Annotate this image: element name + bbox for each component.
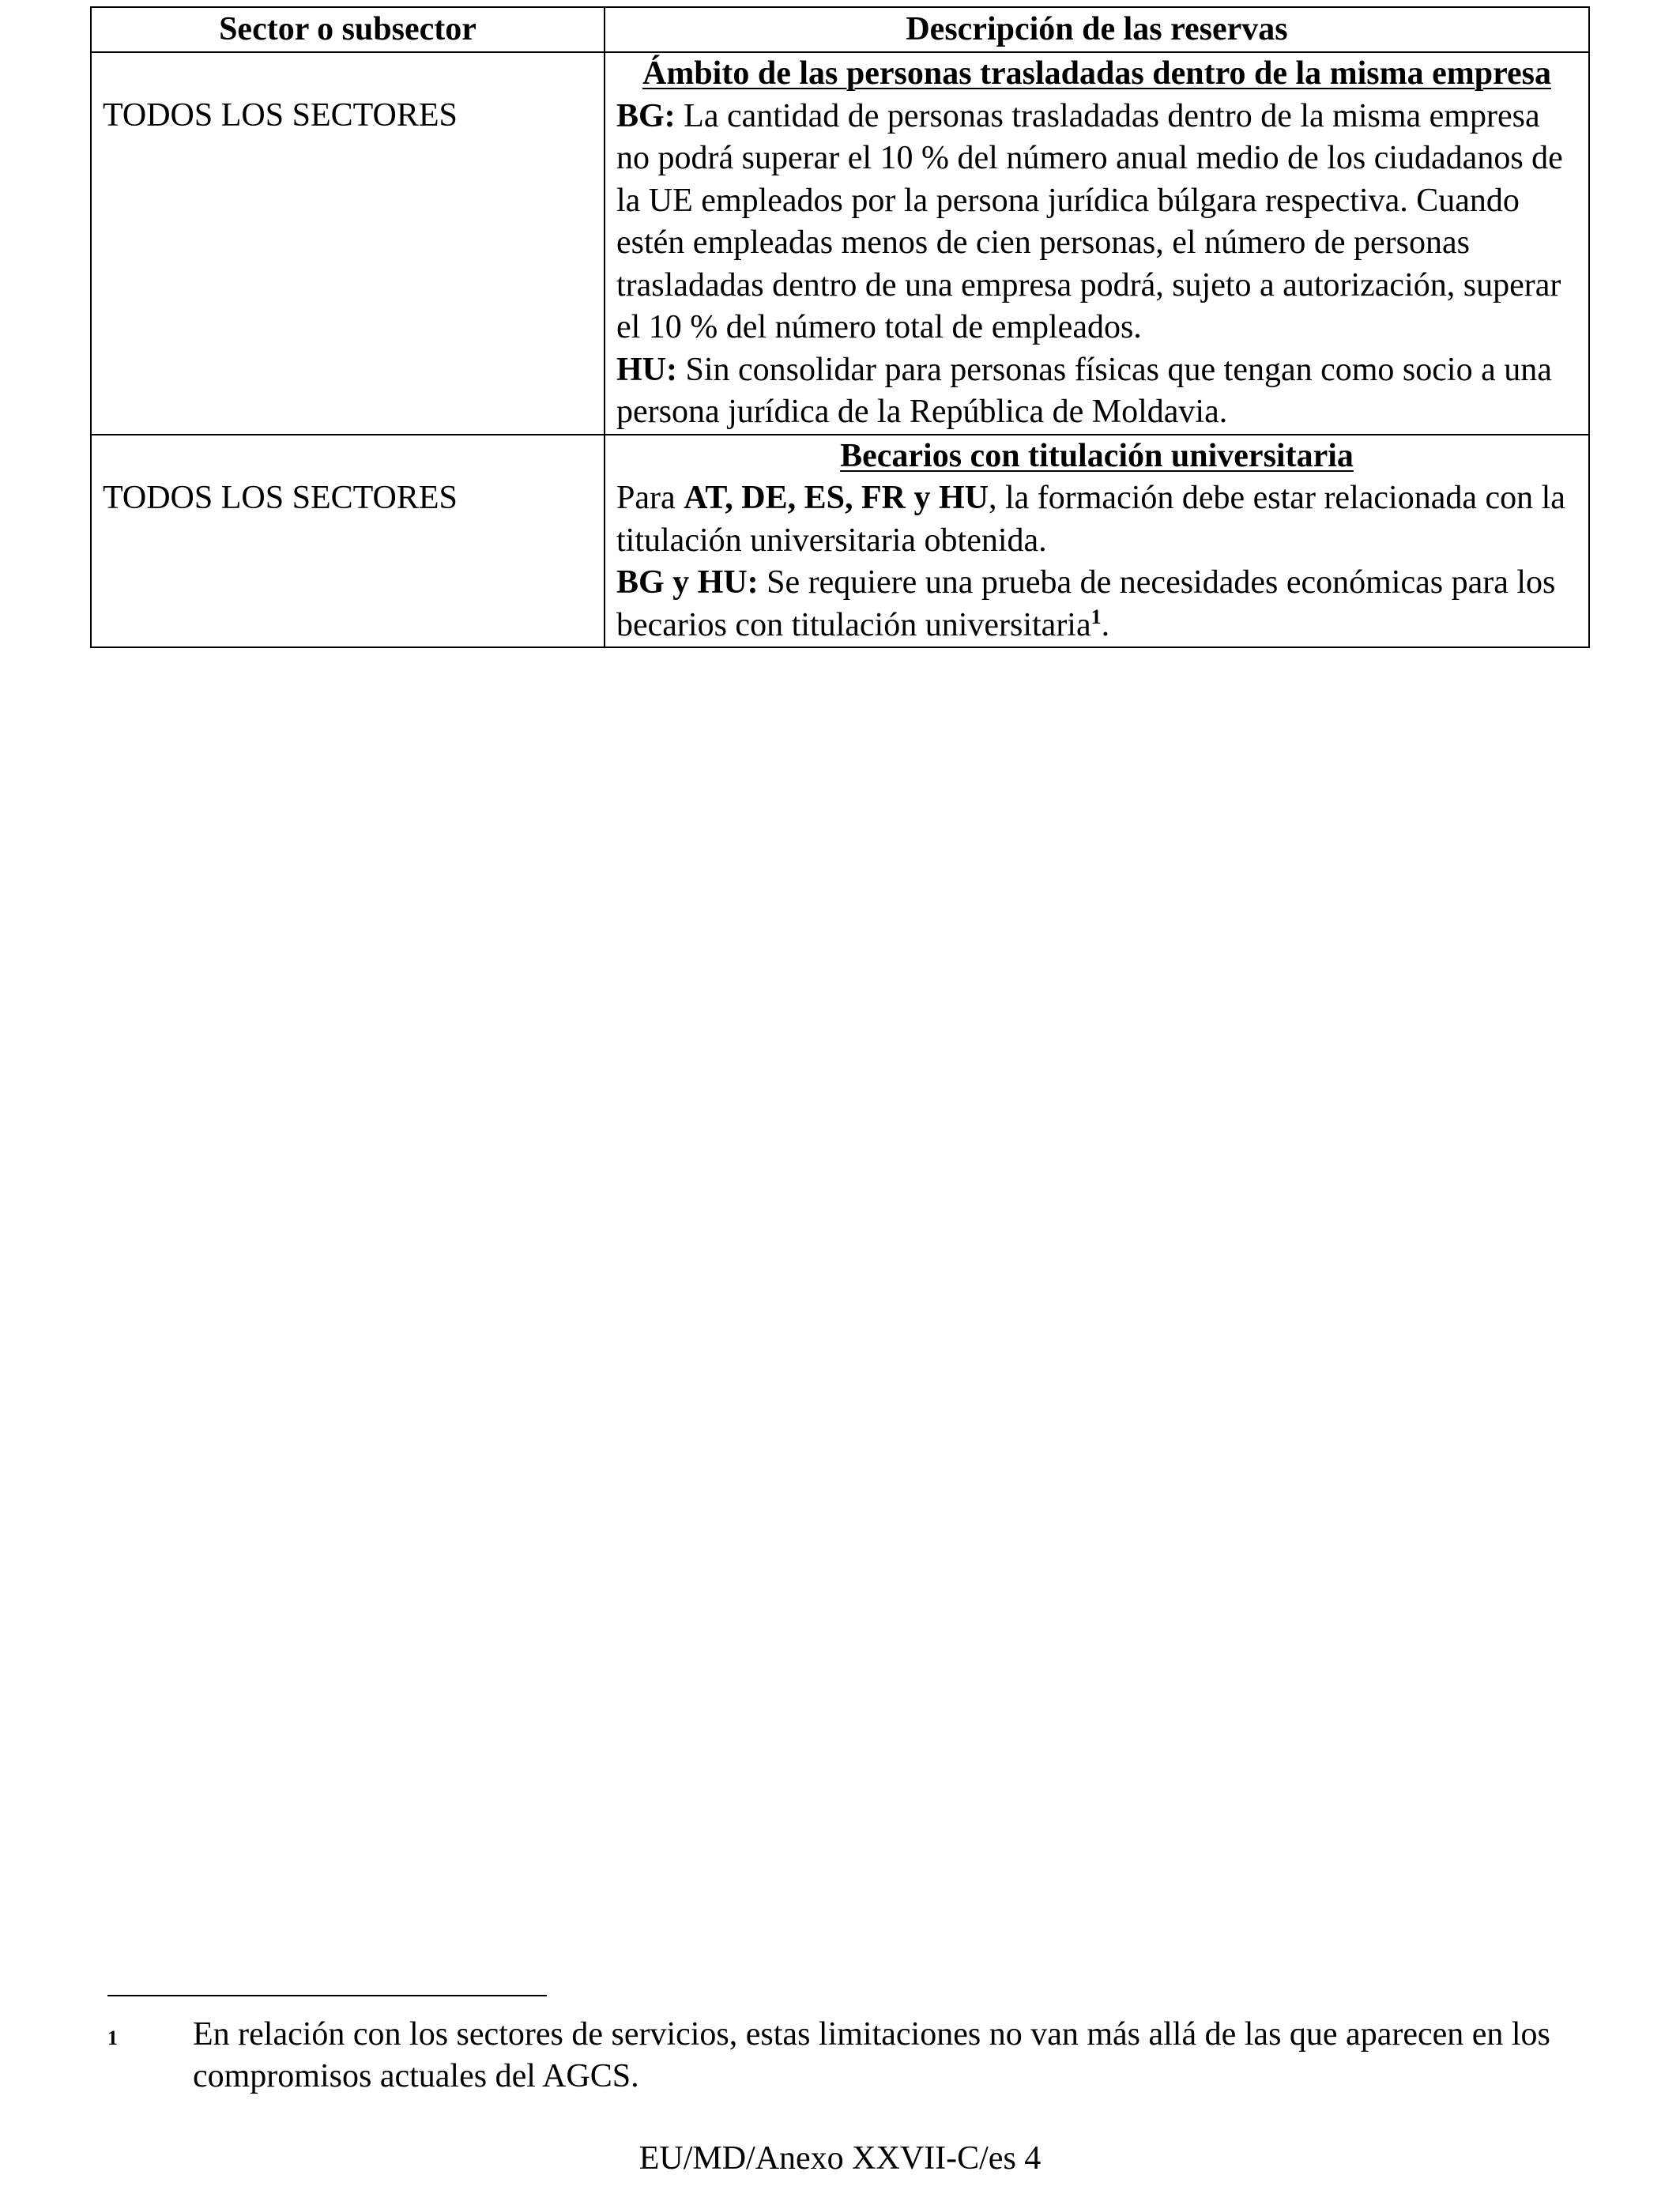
reservation-paragraph	[616, 477, 1577, 562]
reservation-text: La cantidad de personas trasladadas dentro de la misma empresa no podrá superar el 10 % del número anual medio de los ciudadanos de la UE empleados por la persona jurídica búlgara respectiva. Cuando estén empleadas menos de cien personas, el número de personas trasladadas dentro de una empresa podrá, sujeto a autorización, superar el 10 % del número total de empleados.	[616, 97, 1563, 345]
sentence-end: .	[1101, 606, 1110, 643]
section-heading: Becarios con titulación universitaria	[840, 437, 1354, 474]
sector-cell	[91, 435, 605, 648]
description-cell	[605, 435, 1589, 648]
sector-cell	[91, 52, 605, 435]
table-header-row	[91, 7, 1589, 52]
header-sector: Sector o subsector	[91, 7, 605, 52]
table-row	[91, 52, 1589, 435]
country-code: HU:	[616, 351, 677, 388]
sector-label: TODOS LOS SECTORES	[103, 479, 458, 516]
country-code: BG y HU:	[616, 564, 759, 601]
reservation-text: , la formación debe estar relacionada con la titulación universitaria obtenida.	[616, 480, 1565, 559]
footnote-text: En relación con los sectores de servicios, estas limitaciones no van más allá de las que aparecen en los compromisos actuales del AGCS.	[193, 2016, 1550, 2094]
reservation-paragraph	[616, 96, 1577, 349]
reservation-prefix: Para	[616, 480, 684, 516]
reservation-text: Sin consolidar para personas físicas que tengan como socio a una persona jurídica de la República de Moldavia.	[616, 351, 1552, 430]
reservations-table	[90, 6, 1590, 648]
footnote-separator	[107, 1995, 547, 1996]
reservation-paragraph	[616, 349, 1577, 434]
table-row	[91, 435, 1589, 648]
section-heading: Ámbito de las personas trasladadas dentro de la misma empresa	[642, 55, 1551, 92]
reservation-text: Se requiere una prueba de necesidades económicas para los becarios con titulación universitaria	[616, 564, 1556, 643]
page-identifier: EU/MD/Anexo XXVII-C/es 4	[638, 2140, 1042, 2177]
country-codes: AT, DE, ES, FR y HU	[684, 480, 989, 516]
reservation-paragraph	[616, 562, 1577, 647]
footnote-number: 1	[107, 2026, 118, 2049]
footnote-reference[interactable]: 1	[1090, 605, 1102, 628]
description-cell	[605, 52, 1589, 435]
header-description: Descripción de las reservas	[605, 7, 1589, 52]
country-code: BG:	[616, 97, 676, 134]
sector-label: TODOS LOS SECTORES	[103, 97, 458, 134]
footnote	[107, 2014, 1577, 2098]
